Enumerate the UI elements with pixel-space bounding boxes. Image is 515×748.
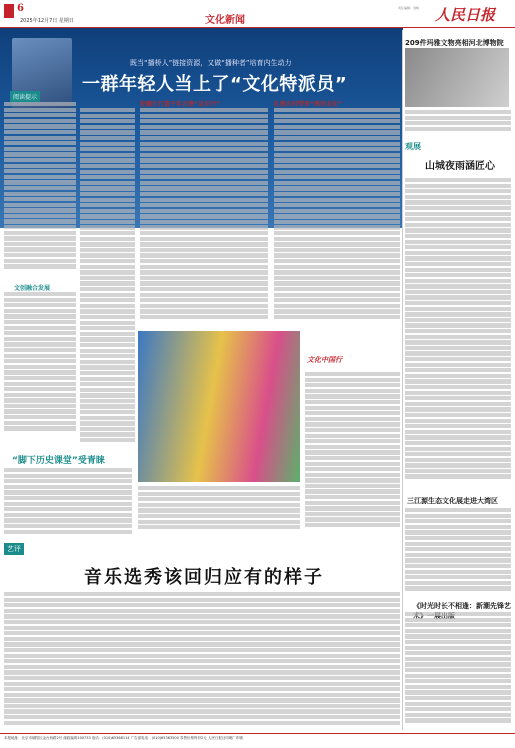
book-publication-text (405, 612, 511, 730)
section-title: 文化新闻 (205, 15, 245, 26)
reading-tip-badge: 阅读提示 (10, 91, 40, 102)
mayan-exhibit-photo (405, 48, 509, 107)
art-review-text (4, 592, 400, 730)
history-body-text (4, 468, 132, 536)
lead-headline: 一群年轻人当上了“文化特派员” (82, 74, 348, 95)
column-2-title: 扎根乡村带来“两岸友化” (274, 101, 342, 108)
mayan-exhibit-headline: 209件玛雅文物亮相河北博物院 (405, 39, 504, 47)
photo-caption-logo: 文化中国行 (307, 355, 342, 364)
art-review-label: 艺评 (4, 543, 24, 555)
column-2b-text (305, 372, 400, 532)
right-main-headline: 山城夜雨涵匠心 (425, 161, 495, 172)
page-number: 6 (17, 3, 24, 14)
column-divider (402, 30, 403, 730)
mayan-exhibit-text (405, 110, 511, 138)
column-1-title: 挖掘片打造千年古堡“灵乡行” (140, 101, 220, 108)
column-0-text (80, 108, 135, 448)
sanjiangyuan-headline: 三江源生态文化展走进大湾区 (407, 497, 498, 505)
art-review-headline: 音乐选秀该回归应有的样子 (84, 567, 324, 588)
date-line: 2025年12月7日 星期日 (20, 18, 74, 24)
book-publication-headline: 《时光时长不相逢：新潮先锋艺 (413, 602, 511, 610)
column-2-text (274, 108, 400, 328)
masthead-logo: 人民日报 (435, 6, 496, 24)
subsection-headline: 文创融合发展 (14, 285, 51, 292)
masthead-editor-info: 责任编辑：刘畅 (398, 6, 420, 10)
footer-divider (0, 733, 515, 734)
viewing-section-label: 观展 (405, 142, 421, 151)
history-class-headline: “脚下历史课堂”受青睐 (12, 456, 105, 466)
left-body-text (4, 292, 76, 442)
reading-tip-text (4, 102, 76, 280)
page-number-flag (4, 4, 14, 18)
photo-lower-text (138, 486, 300, 536)
column-1-text (140, 108, 268, 328)
colorful-path-photo (138, 331, 300, 482)
lead-kicker: 既当“播桥人”链接资源，又做“播种者”培育内生动力 (130, 59, 292, 67)
footer-imprint: 本报地址：北京市朝阳区金台西路2号 邮政编码100733 电话：(010)65368114 广告部电话：(010)65363500 零售价格每份2元 人民日报社印刷厂印刷 (4, 736, 243, 740)
right-main-text (405, 178, 511, 490)
sanjiangyuan-text (405, 508, 511, 596)
